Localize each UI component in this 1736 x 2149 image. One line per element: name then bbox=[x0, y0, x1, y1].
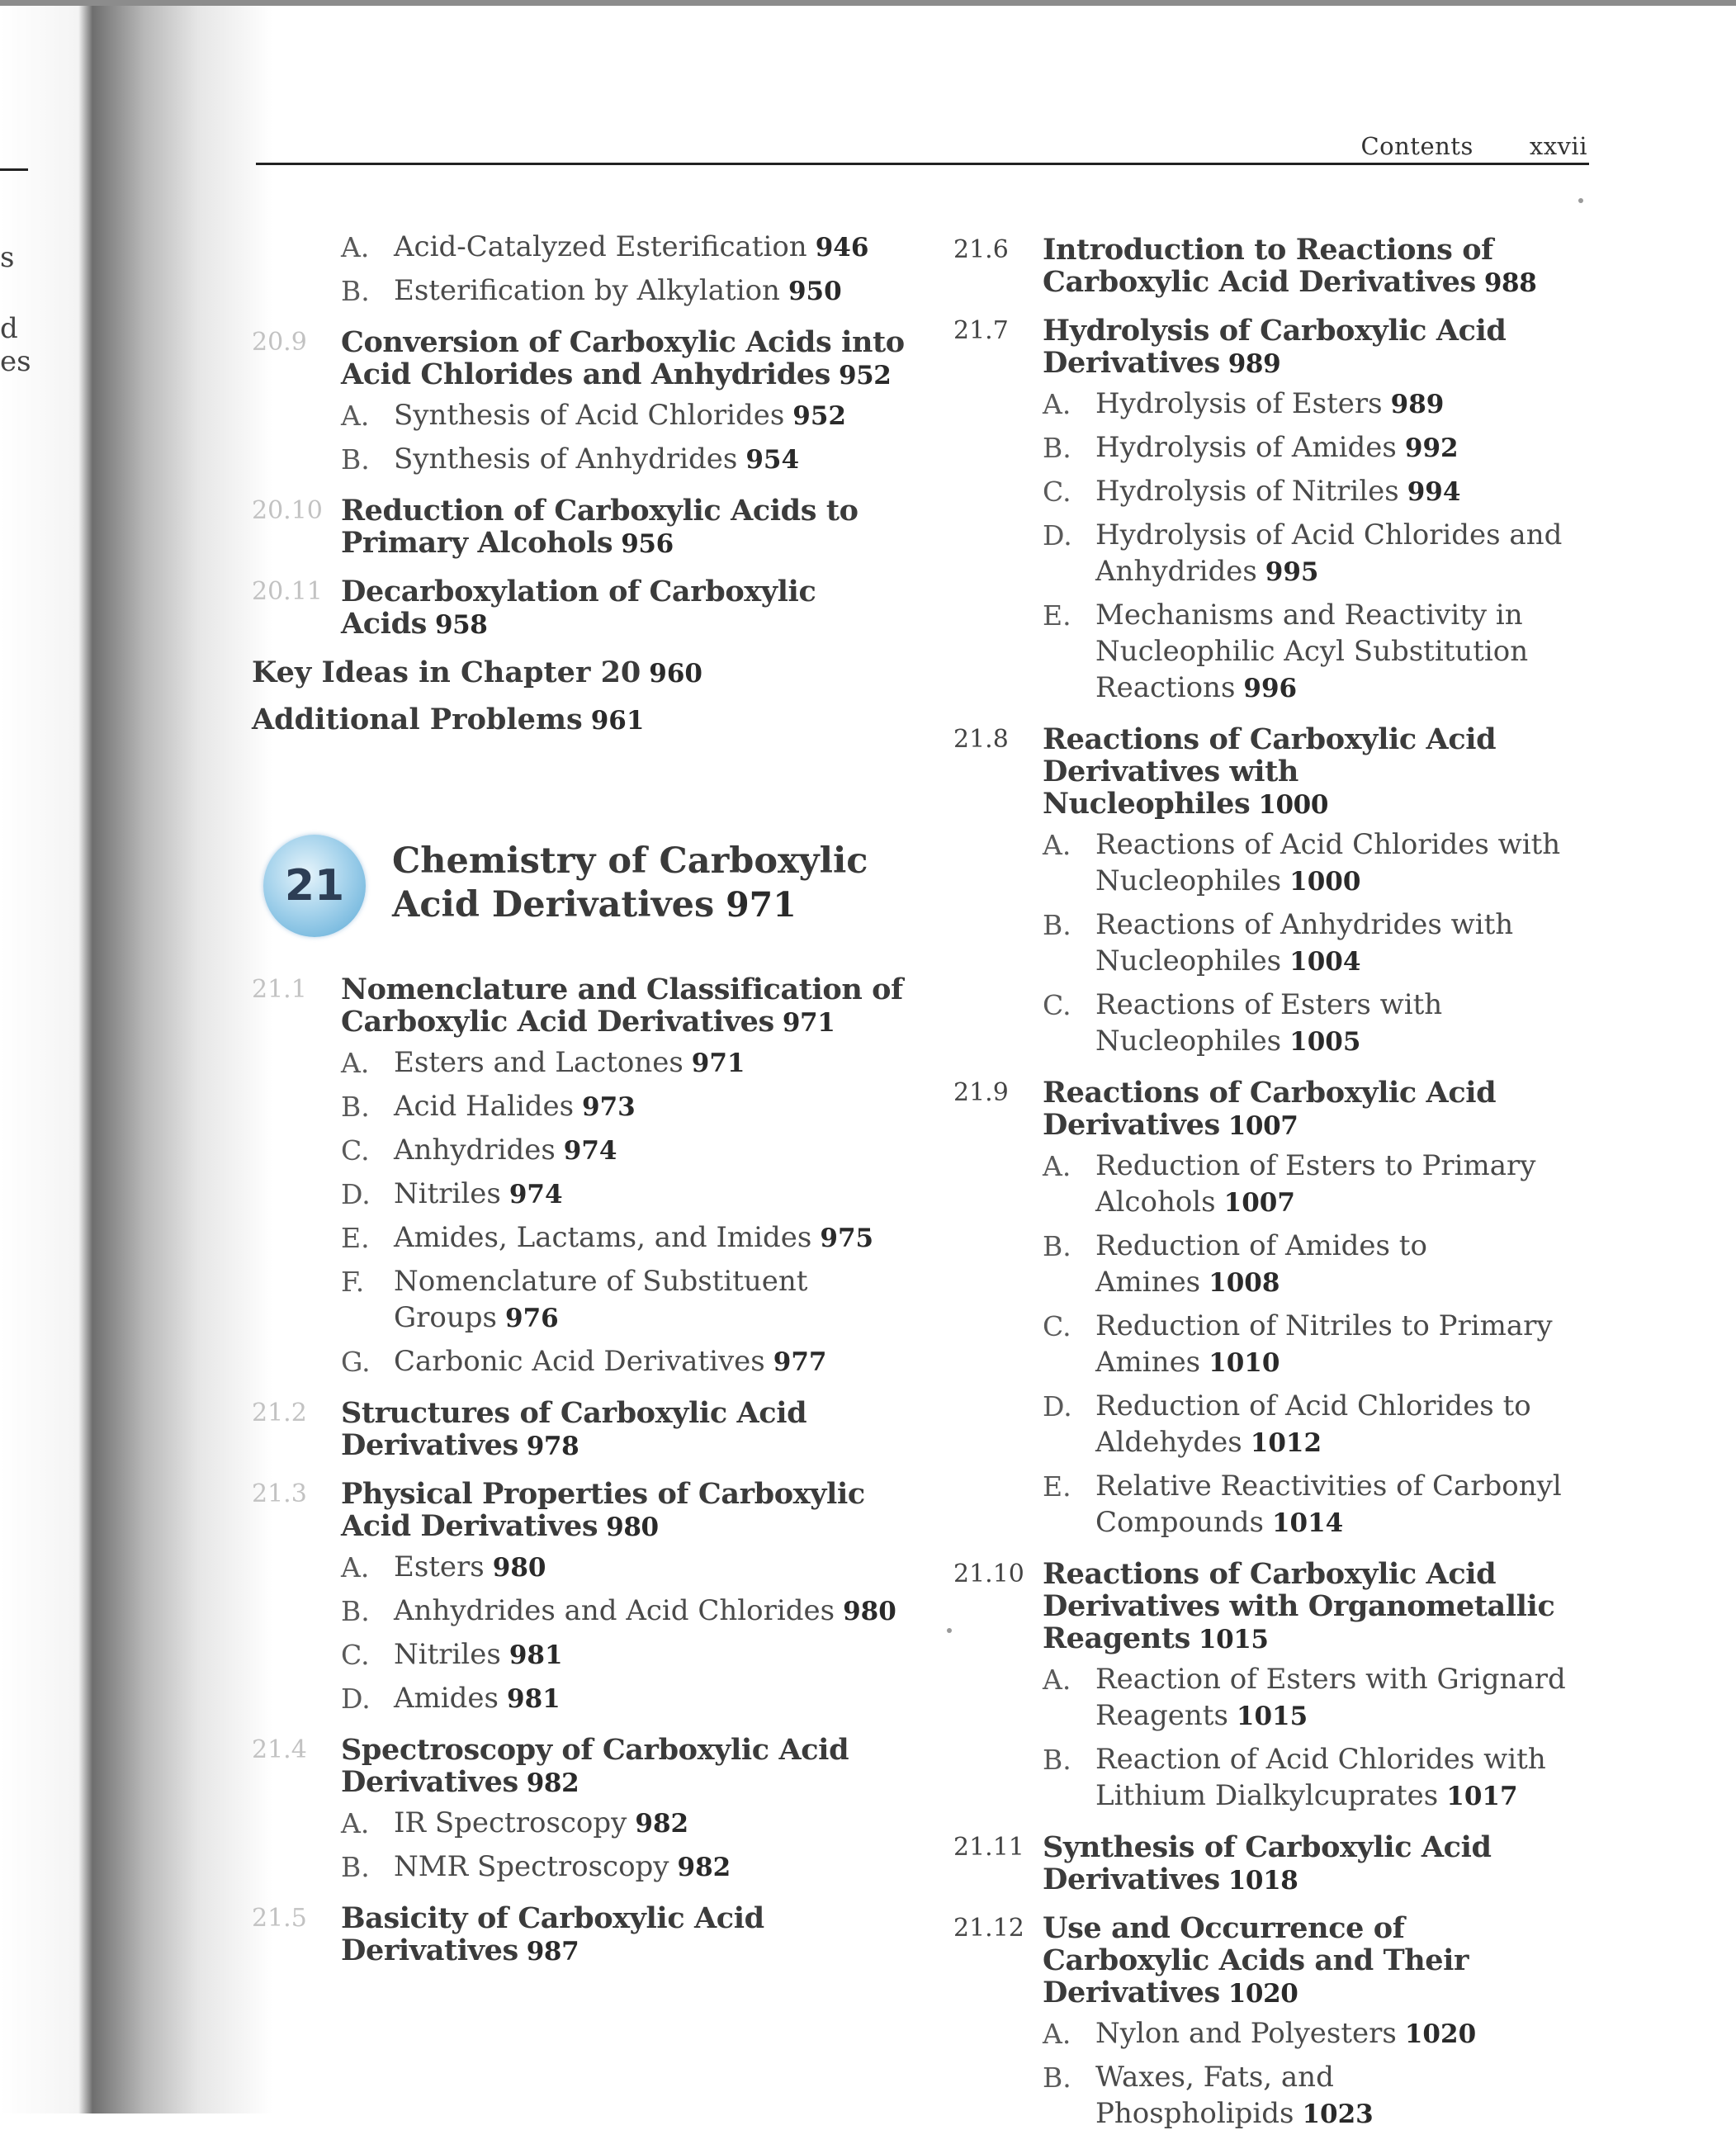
subsection-letter: B. bbox=[1043, 1230, 1071, 1262]
previous-page-fragment: s bbox=[0, 241, 15, 274]
subsection-title-text: IR Spectroscopy bbox=[394, 1806, 627, 1839]
section-title bbox=[1043, 1831, 1581, 1897]
subsection-title bbox=[1095, 908, 1513, 977]
end-item-title: Additional Problems bbox=[252, 703, 583, 736]
page-number: 1000 bbox=[1258, 790, 1329, 820]
page-number: 1015 bbox=[1198, 1625, 1269, 1654]
toc-subsection bbox=[1043, 388, 1581, 424]
page-number: 978 bbox=[526, 1432, 579, 1461]
subsection-title bbox=[394, 1806, 688, 1839]
page-number: 1014 bbox=[1271, 1508, 1344, 1538]
section-title-text: Spectroscopy of Carboxylic Acid Derivatives bbox=[341, 1733, 849, 1799]
subsection-title-text: Nylon and Polyesters bbox=[1095, 2017, 1397, 2050]
section-title bbox=[341, 1397, 912, 1463]
section-title bbox=[1043, 1558, 1581, 1656]
subsection-title-text: Reactions of Esters with Nucleophiles bbox=[1095, 988, 1443, 1058]
page-number: 994 bbox=[1407, 477, 1461, 507]
subsection-letter: B. bbox=[341, 1851, 370, 1883]
chapter-title: Chemistry of Carboxylic Acid Derivatives 971 bbox=[392, 840, 868, 925]
subsection-title bbox=[1095, 1389, 1531, 1459]
section-number: 21.6 bbox=[953, 235, 1009, 264]
subsection-letter: A. bbox=[1043, 388, 1071, 420]
subsection-title-text: Relative Reactivities of Carbonyl Compounds bbox=[1095, 1470, 1562, 1539]
section-title bbox=[1043, 234, 1581, 300]
section-title-text: Use and Occurrence of Carboxylic Acids and Their Derivatives bbox=[1043, 1911, 1469, 2009]
toc-subsection bbox=[1043, 1150, 1581, 1223]
page-number: 981 bbox=[507, 1684, 561, 1714]
subsection-title bbox=[394, 230, 868, 263]
subsection-title bbox=[394, 399, 846, 432]
subsection-title bbox=[394, 274, 842, 307]
subsection-title bbox=[1095, 387, 1444, 420]
subsection-letter: A. bbox=[341, 1807, 370, 1839]
toc-subsection bbox=[341, 1595, 912, 1631]
page-number: 1010 bbox=[1209, 1348, 1280, 1378]
section-number: 21.3 bbox=[252, 1479, 307, 1508]
chapter-number-badge bbox=[263, 835, 366, 937]
subsection-title-text: Acid-Catalyzed Esterification bbox=[394, 230, 807, 263]
section-title-text: Introduction to Reactions of Carboxylic Acid Derivatives bbox=[1043, 233, 1493, 299]
subsection-title-text: Esters bbox=[394, 1550, 485, 1583]
toc-section bbox=[953, 1831, 1581, 1897]
section-title-text: Reduction of Carboxylic Acids to Primary Alcohols bbox=[341, 494, 859, 560]
subsection-title-text: Anhydrides bbox=[394, 1134, 556, 1167]
toc-section bbox=[252, 973, 912, 1382]
subsection-letter: E. bbox=[1043, 599, 1071, 632]
page-number: 1018 bbox=[1227, 1866, 1298, 1896]
toc-subsection bbox=[341, 231, 912, 267]
subsection-letter: G. bbox=[341, 1346, 371, 1378]
subsection-title-text: Reduction of Acid Chlorides to Aldehydes bbox=[1095, 1389, 1531, 1459]
toc-end-item bbox=[252, 656, 912, 690]
toc-subsection bbox=[1043, 1664, 1581, 1736]
section-title bbox=[341, 495, 912, 561]
subsection-title bbox=[1095, 1743, 1546, 1812]
subsection-letter: B. bbox=[1043, 1744, 1071, 1776]
subsection-title bbox=[1095, 1309, 1553, 1379]
toc-section bbox=[252, 1397, 912, 1463]
subsection-title bbox=[394, 1265, 807, 1334]
toc-subsection bbox=[1043, 829, 1581, 902]
page-number: 981 bbox=[509, 1640, 563, 1670]
section-title bbox=[341, 973, 912, 1039]
subsection-title-text: NMR Spectroscopy bbox=[394, 1850, 669, 1883]
subsection-title bbox=[394, 1046, 745, 1079]
subsection-title-text: Hydrolysis of Nitriles bbox=[1095, 475, 1399, 508]
subsection-title bbox=[1095, 2061, 1374, 2130]
gutter-shadow bbox=[0, 0, 272, 2113]
subsection-title-text: Mechanisms and Reactivity in Nucleophilic Acyl Substitution Reactions bbox=[1095, 599, 1529, 704]
page-number: 952 bbox=[792, 401, 846, 431]
section-title bbox=[1043, 723, 1581, 821]
section-title-text: Reactions of Carboxylic Acid Derivatives bbox=[1043, 1076, 1497, 1142]
page-number: 1008 bbox=[1209, 1268, 1280, 1298]
toc-subsection bbox=[341, 1266, 912, 1338]
subsection-title bbox=[1095, 475, 1460, 508]
toc-subsection bbox=[341, 1551, 912, 1588]
subsection-title-text: Waxes, Fats, and Phospholipids bbox=[1095, 2061, 1334, 2130]
subsection-letter: C. bbox=[341, 1639, 370, 1671]
subsection-title bbox=[1095, 988, 1442, 1058]
subsection-letter: A. bbox=[1043, 1150, 1071, 1182]
section-number: 20.10 bbox=[252, 496, 323, 525]
subsection-title bbox=[394, 1221, 873, 1254]
subsection-letter: B. bbox=[341, 1091, 370, 1123]
subsection-title-text: Synthesis of Anhydrides bbox=[394, 443, 738, 476]
subsection-title bbox=[394, 1594, 896, 1627]
subsection-title-text: Hydrolysis of Esters bbox=[1095, 387, 1383, 420]
subsection-title bbox=[1095, 518, 1562, 588]
subsection-letter: C. bbox=[341, 1134, 370, 1167]
subsection-letter: A. bbox=[341, 400, 370, 432]
subsection-title-text: Hydrolysis of Amides bbox=[1095, 431, 1397, 464]
page-number: 1017 bbox=[1446, 1782, 1518, 1811]
subsection-title bbox=[394, 1682, 561, 1715]
subsection-title bbox=[394, 1134, 617, 1167]
section-title bbox=[1043, 1077, 1581, 1143]
page-number: 1004 bbox=[1289, 947, 1361, 977]
end-item-title: Key Ideas in Chapter 20 bbox=[252, 656, 641, 689]
page-number: 982 bbox=[677, 1853, 731, 1882]
toc-subsection bbox=[1043, 1310, 1581, 1383]
subsection-title bbox=[1095, 431, 1459, 464]
page-number: 954 bbox=[745, 445, 800, 475]
toc-subsection bbox=[341, 1134, 912, 1171]
page-number: 1020 bbox=[1404, 2019, 1477, 2049]
toc-section bbox=[252, 575, 912, 641]
chapter-page: 971 bbox=[726, 885, 797, 925]
subsection-title-text: Reduction of Esters to Primary Alcohols bbox=[1095, 1149, 1536, 1219]
page-number: 958 bbox=[434, 610, 488, 640]
running-head-title: Contents bbox=[1360, 132, 1473, 160]
page-number: 1012 bbox=[1250, 1428, 1322, 1458]
subsection-title bbox=[1095, 1470, 1562, 1539]
subsection-letter: A. bbox=[1043, 829, 1071, 861]
page-number: 980 bbox=[606, 1512, 659, 1542]
section-title bbox=[1043, 315, 1581, 381]
page-number: 1007 bbox=[1227, 1111, 1298, 1141]
section-title-text: Reactions of Carboxylic Acid Derivatives with Organometallic Reagents bbox=[1043, 1557, 1555, 1655]
subsection-letter: D. bbox=[1043, 1390, 1072, 1422]
subsection-title-text: Amides, Lactams, and Imides bbox=[394, 1221, 812, 1254]
toc-section bbox=[953, 1077, 1581, 1543]
toc-subsection bbox=[341, 1346, 912, 1382]
toc-section bbox=[252, 326, 912, 480]
toc-subsection bbox=[1043, 519, 1581, 592]
section-title bbox=[341, 575, 912, 641]
section-title-text: Physical Properties of Carboxylic Acid Derivatives bbox=[341, 1477, 865, 1543]
toc-subsection bbox=[1043, 599, 1581, 708]
section-title-text: Basicity of Carboxylic Acid Derivatives bbox=[341, 1901, 764, 1967]
running-head-page: xxvii bbox=[1529, 132, 1587, 160]
section-number: 20.9 bbox=[252, 328, 307, 357]
section-title-text: Conversion of Carboxylic Acids into Acid Chlorides and Anhydrides bbox=[341, 325, 905, 391]
page-number: 946 bbox=[815, 233, 869, 263]
subsection-title bbox=[1095, 599, 1528, 704]
section-title bbox=[341, 1902, 912, 1968]
toc-subsection bbox=[1043, 1744, 1581, 1816]
toc-subsection bbox=[1043, 909, 1581, 982]
subsection-letter: D. bbox=[341, 1683, 371, 1715]
page-number: 973 bbox=[582, 1092, 636, 1122]
section-number: 21.10 bbox=[953, 1560, 1024, 1588]
subsection-letter: B. bbox=[1043, 2061, 1071, 2094]
page-number: 1023 bbox=[1302, 2099, 1374, 2129]
subsection-letter: E. bbox=[341, 1222, 370, 1254]
subsection-letter: B. bbox=[1043, 909, 1071, 941]
toc-subsection bbox=[341, 400, 912, 436]
subsection-title-text: Anhydrides and Acid Chlorides bbox=[394, 1594, 835, 1627]
subsection-title bbox=[394, 1345, 826, 1378]
toc-subsection bbox=[1043, 432, 1581, 468]
toc-subsection bbox=[1043, 2061, 1581, 2134]
page-number: 980 bbox=[492, 1553, 546, 1583]
subsection-letter: C. bbox=[1043, 476, 1071, 508]
header-rule bbox=[256, 163, 1589, 165]
toc-subsection bbox=[341, 1639, 912, 1675]
page-number: 960 bbox=[649, 659, 702, 689]
section-title-text: Hydrolysis of Carboxylic Acid Derivatives bbox=[1043, 314, 1507, 380]
page-speck bbox=[947, 1628, 952, 1633]
toc-subsection bbox=[341, 1851, 912, 1887]
subsection-title-text: Reactions of Acid Chlorides with Nucleophiles bbox=[1095, 828, 1561, 897]
page-number: 980 bbox=[843, 1597, 896, 1626]
subsection-title-text: Reduction of Amides to Amines bbox=[1095, 1229, 1427, 1299]
toc-right-column bbox=[953, 234, 1581, 2149]
page-number: 971 bbox=[691, 1048, 745, 1078]
page-number: 974 bbox=[563, 1136, 617, 1166]
page-number: 956 bbox=[621, 529, 674, 559]
toc-subsection bbox=[341, 1091, 912, 1127]
toc-section bbox=[953, 723, 1581, 1062]
section-title bbox=[1043, 1912, 1581, 2010]
toc-subsection bbox=[341, 1807, 912, 1844]
page-number: 988 bbox=[1483, 268, 1537, 298]
subsection-title-text: Reactions of Anhydrides with Nucleophiles bbox=[1095, 908, 1514, 977]
subsection-letter: D. bbox=[341, 1178, 371, 1210]
page-number: 975 bbox=[820, 1224, 874, 1253]
subsection-letter: C. bbox=[1043, 1310, 1071, 1342]
section-number: 21.7 bbox=[953, 316, 1009, 345]
subsection-letter: B. bbox=[1043, 432, 1071, 464]
subsection-title-text: Esters and Lactones bbox=[394, 1046, 684, 1079]
subsection-letter: F. bbox=[341, 1266, 365, 1298]
page-number: 987 bbox=[526, 1937, 579, 1967]
subsection-title bbox=[394, 443, 799, 476]
toc-subsection bbox=[1043, 989, 1581, 1062]
page-number: 982 bbox=[635, 1809, 689, 1839]
page-number: 976 bbox=[505, 1304, 559, 1333]
toc-subsection bbox=[341, 1178, 912, 1214]
toc-subsection bbox=[341, 1222, 912, 1258]
subsection-title bbox=[1095, 1663, 1566, 1732]
chapter-number: 21 bbox=[284, 860, 345, 911]
subsection-title bbox=[1095, 1149, 1535, 1219]
toc-continued-subsections bbox=[252, 231, 912, 311]
subsection-letter: A. bbox=[341, 231, 370, 263]
section-number: 21.5 bbox=[252, 1904, 307, 1933]
toc-subsection bbox=[1043, 476, 1581, 512]
section-number: 21.12 bbox=[953, 1914, 1024, 1943]
subsection-title bbox=[394, 1090, 636, 1123]
page-number: 952 bbox=[838, 361, 892, 391]
section-number: 20.11 bbox=[252, 577, 323, 606]
subsection-title-text: Hydrolysis of Acid Chlorides and Anhydrides bbox=[1095, 518, 1563, 588]
section-title-text: Reactions of Carboxylic Acid Derivatives with Nucleophiles bbox=[1043, 722, 1497, 821]
page-number: 1015 bbox=[1236, 1702, 1308, 1731]
page-number: 961 bbox=[590, 706, 645, 736]
page-number: 1007 bbox=[1223, 1188, 1295, 1218]
page-number: 1000 bbox=[1289, 867, 1361, 897]
subsection-title bbox=[394, 1638, 563, 1671]
subsection-letter: B. bbox=[341, 1595, 370, 1627]
toc-subsection bbox=[341, 275, 912, 311]
subsection-title-text: Nitriles bbox=[394, 1638, 501, 1671]
subsection-letter: A. bbox=[341, 1551, 370, 1583]
toc-subsection bbox=[1043, 2018, 1581, 2054]
toc-section bbox=[252, 495, 912, 561]
toc-subsection bbox=[1043, 1230, 1581, 1303]
subsection-title-text: Reduction of Nitriles to Primary Amines bbox=[1095, 1309, 1553, 1379]
subsection-title bbox=[1095, 828, 1560, 897]
section-number: 21.2 bbox=[252, 1399, 307, 1427]
subsection-title-text: Reaction of Esters with Grignard Reagents bbox=[1095, 1663, 1566, 1732]
subsection-title bbox=[394, 1850, 731, 1883]
toc-subsection bbox=[1043, 1390, 1581, 1463]
page-number: 989 bbox=[1227, 349, 1281, 379]
previous-page-fragment: es bbox=[0, 345, 31, 378]
subsection-letter: B. bbox=[341, 443, 370, 476]
page-number: 974 bbox=[509, 1180, 563, 1209]
toc-section bbox=[252, 1902, 912, 1968]
section-title bbox=[341, 1478, 912, 1544]
page-number: 1005 bbox=[1289, 1027, 1361, 1057]
toc-section bbox=[953, 1912, 1581, 2134]
toc-subsection bbox=[341, 1047, 912, 1083]
section-number: 21.11 bbox=[953, 1833, 1024, 1862]
page-number: 989 bbox=[1390, 390, 1445, 419]
toc-subsection bbox=[1043, 1470, 1581, 1543]
toc-subsection bbox=[341, 443, 912, 480]
subsection-title-text: Amides bbox=[394, 1682, 499, 1715]
section-number: 21.9 bbox=[953, 1078, 1009, 1107]
page-number: 996 bbox=[1243, 674, 1298, 703]
subsection-title bbox=[394, 1550, 546, 1583]
subsection-letter: A. bbox=[1043, 1664, 1071, 1696]
subsection-title-text: Esterification by Alkylation bbox=[394, 274, 780, 307]
subsection-title bbox=[1095, 1229, 1427, 1299]
toc-subsection bbox=[341, 1683, 912, 1719]
subsection-title bbox=[394, 1177, 563, 1210]
subsection-title-text: Synthesis of Acid Chlorides bbox=[394, 399, 785, 432]
section-number: 21.4 bbox=[252, 1735, 307, 1764]
subsection-title-text: Acid Halides bbox=[394, 1090, 575, 1123]
section-title-text: Nomenclature and Classification of Carboxylic Acid Derivatives bbox=[341, 973, 903, 1039]
page-number: 977 bbox=[773, 1347, 827, 1377]
toc-section bbox=[252, 1734, 912, 1887]
previous-page-rule bbox=[0, 168, 28, 171]
subsection-letter: B. bbox=[341, 275, 370, 307]
section-number: 21.1 bbox=[252, 975, 307, 1004]
page-number: 995 bbox=[1265, 557, 1319, 587]
subsection-letter: C. bbox=[1043, 989, 1071, 1021]
subsection-title bbox=[1095, 2017, 1476, 2050]
subsection-title-text: Reaction of Acid Chlorides with Lithium Dialkylcuprates bbox=[1095, 1743, 1546, 1812]
section-title-text: Synthesis of Carboxylic Acid Derivatives bbox=[1043, 1830, 1492, 1896]
toc-section bbox=[953, 315, 1581, 708]
subsection-letter: E. bbox=[1043, 1470, 1071, 1503]
toc-section bbox=[953, 234, 1581, 300]
page-number: 992 bbox=[1404, 433, 1459, 463]
page-number: 982 bbox=[526, 1768, 579, 1798]
page-number: 1020 bbox=[1227, 1979, 1298, 2009]
section-title-text: Structures of Carboxylic Acid Derivatives bbox=[341, 1396, 807, 1462]
chapter-heading bbox=[252, 828, 912, 944]
running-head bbox=[1360, 132, 1587, 160]
toc-end-item bbox=[252, 703, 912, 737]
subsection-title-text: Carbonic Acid Derivatives bbox=[394, 1345, 765, 1378]
page-number: 971 bbox=[782, 1008, 835, 1038]
page-speck bbox=[1578, 198, 1583, 203]
section-number: 21.8 bbox=[953, 725, 1009, 754]
subsection-letter: D. bbox=[1043, 519, 1072, 551]
subsection-title-text: Nitriles bbox=[394, 1177, 501, 1210]
toc-left-column bbox=[252, 231, 912, 1983]
toc-section bbox=[953, 1558, 1581, 1816]
subsection-letter: A. bbox=[341, 1047, 370, 1079]
section-title bbox=[341, 1734, 912, 1800]
subsection-letter: A. bbox=[1043, 2018, 1071, 2050]
page-number: 950 bbox=[788, 277, 842, 306]
page-top-edge bbox=[0, 0, 1736, 6]
subsection-title-text: Nomenclature of Substituent Groups bbox=[394, 1265, 808, 1334]
toc-section bbox=[252, 1478, 912, 1719]
section-title bbox=[341, 326, 912, 392]
section-title-text: Decarboxylation of Carboxylic Acids bbox=[341, 575, 816, 641]
previous-page-fragment: d bbox=[0, 312, 18, 345]
